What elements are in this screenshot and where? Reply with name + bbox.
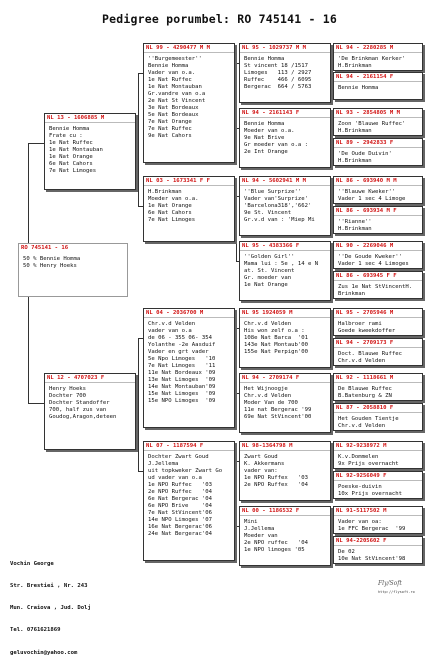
pigeon-notes [334, 481, 422, 498]
ring-number: NL 89 - 2942833 F [334, 139, 422, 148]
connector-line [28, 403, 44, 404]
connector-line [331, 118, 332, 148]
note-line: Gr moeder van o.a : [244, 142, 308, 148]
ring-number: NL 12 - 4707023 F [45, 374, 135, 383]
ring-number: NL 95 - 1029737 M M [240, 44, 330, 53]
note-line: 1e Nat Orange [244, 282, 288, 288]
pigeon-card-gg-grandparent [333, 373, 423, 401]
note-line: 9e Nat Cahors [148, 133, 192, 139]
note-line: Moeder van o.a. [244, 128, 295, 134]
note-line: 14e NPO Limoges '07 [148, 517, 212, 523]
note-line: Moder Van de 700 [244, 400, 298, 406]
owner-contact [10, 546, 91, 665]
ring-number: NL 07 - 1187594 F [144, 442, 234, 451]
connector-line [28, 295, 29, 403]
ring-number: NL 95 1924059 M [240, 309, 330, 318]
pigeon-card-grandparent [143, 308, 235, 428]
note-line: 7e Nat Ruffec [148, 126, 192, 132]
note-line: B.Batenburg & ZN [338, 393, 392, 399]
pigeon-notes [334, 118, 422, 135]
ring-number: NL 95 - 4383366 F [240, 242, 330, 251]
note-line: ''De Goude Kweker'' [338, 254, 402, 260]
pigeon-card-great-grandparent [239, 506, 331, 566]
pigeon-card-gg-grandparent [333, 138, 423, 166]
note-line: 11e Nat Bordeaux '09 [148, 370, 216, 376]
pigeon-card-great-grandparent [239, 43, 331, 103]
pigeon-card-dam [44, 373, 136, 450]
pigeon-notes [19, 253, 127, 270]
note-line: 24e Nat Bergerac'04 [148, 531, 212, 537]
owner-city: Mun. Craiova , Jud. Dolj [10, 605, 91, 612]
pigeon-card-gg-grandparent [333, 176, 423, 204]
pigeon-card-great-grandparent [239, 241, 331, 301]
note-line: 50 % Bennie Homma [23, 256, 81, 262]
note-line: H.Brinkman [148, 189, 182, 195]
pigeon-notes [334, 546, 422, 563]
note-line: Mini [244, 519, 258, 525]
note-line: Dochter Zwart Goud [148, 454, 209, 460]
pigeon-card-sire [44, 113, 136, 190]
note-line: His won zelf o.a : [244, 328, 305, 334]
note-line: 1e Nat Montauban [49, 147, 103, 153]
ring-number: NL 99 - 4290477 M M [144, 44, 234, 53]
pigeon-notes [334, 451, 422, 468]
ring-number: NL 00 - 1186532 F [240, 507, 330, 516]
pigeon-notes [334, 53, 422, 70]
note-line: ''Rianne'' [338, 219, 372, 225]
connector-line [236, 63, 237, 128]
pigeon-notes [240, 383, 330, 421]
page-title: Pedigree porumbel: RO 745141 - 16 [101, 12, 338, 26]
note-line: 7e Nat Orange [148, 119, 192, 125]
note-line: ud vader van o.a [148, 475, 202, 481]
pigeon-notes [334, 216, 422, 233]
note-line: Chr.v.d Velden [338, 358, 386, 364]
note-line: Vader van o.a. [148, 70, 196, 76]
connector-line [331, 383, 332, 413]
pigeon-notes [240, 516, 330, 554]
ring-number: NL 90 - 2269046 M [334, 242, 422, 251]
pigeon-notes [334, 318, 422, 335]
note-line: Bennie Homma [148, 63, 189, 69]
note-line: 69e Nat StVincent'00 [244, 414, 312, 420]
ring-number: NL 04 - 2036700 M [144, 309, 234, 318]
note-line: K. Akkermans [244, 461, 285, 467]
ring-number: NL 86 - 693940 M M [334, 177, 422, 186]
note-line: 1e Nat Orange [49, 154, 93, 160]
note-line: Bergerac 664 / 5763 [244, 84, 312, 90]
note-line: 1e Nat Ruffec [148, 77, 192, 83]
owner-name: Vochin George [10, 560, 54, 567]
note-line: 5e Nat Bordeaux [148, 112, 199, 118]
note-line: Het Gouden Tientje [338, 416, 399, 422]
note-line: Zwart Goud [244, 454, 278, 460]
note-line: Moeder van [244, 533, 278, 539]
note-line: 9e St. Vincent [244, 210, 292, 216]
pigeon-card-gg-grandparent [333, 72, 423, 100]
note-line: uit topkweker Zwart Go [148, 468, 223, 474]
note-line: Bennie Homma [244, 56, 285, 62]
connector-line [331, 451, 332, 481]
note-line: 'Barcelona318','662' [244, 203, 312, 209]
pigeon-card-gg-grandparent [333, 308, 423, 336]
connector-line [331, 516, 332, 546]
note-line: 16e Nat Bergerac'06 [148, 524, 212, 530]
pigeon-card-gg-grandparent [333, 206, 423, 234]
note-line: Vader 1 sec 4 Limoge [338, 196, 406, 202]
owner-email[interactable]: geluvochin@yahoo.com [10, 649, 78, 656]
ring-number: NL 03 - 1673341 F F [144, 177, 234, 186]
pigeon-notes [334, 413, 422, 430]
pigeon-card-grandparent [143, 43, 235, 163]
ring-number: NL 94-2205602 F [334, 537, 422, 546]
ring-number: NL 94 - 2161154 F [334, 73, 422, 82]
note-line: H.Brinkman [338, 226, 372, 232]
note-line: 1e NPO Ruffec '03 [148, 482, 212, 488]
note-line: 'De Oude Duivin' [338, 151, 392, 157]
pigeon-notes [334, 383, 422, 400]
note-line: 50 % Henry Hoeks [23, 263, 77, 269]
note-line: de 06 - 355 06- 354 [148, 335, 212, 341]
note-line: Bennie Homma [49, 126, 90, 132]
pigeon-notes [144, 53, 234, 140]
note-line: Gr. moeder van [244, 275, 292, 281]
pigeon-notes [334, 348, 422, 365]
note-line: 7e Nat Limoges '11 [148, 363, 216, 369]
note-line: 1e Nat Orange [148, 203, 192, 209]
ring-number: NL 98-1364798 M [240, 442, 330, 451]
note-line: 155e Nat Perpign'00 [244, 349, 308, 355]
pigeon-notes [334, 82, 422, 92]
note-line: Vader en grt vader [148, 349, 209, 355]
note-line: 6e Nat Bergerac '04 [148, 496, 212, 502]
note-line: 108e Nat Barca '01 [244, 335, 308, 341]
note-line: 'De Brinkman Kerker' [338, 56, 406, 62]
note-line: 2e Nat St Vincent [148, 98, 206, 104]
note-line: Limoges 113 / 2927 [244, 70, 312, 76]
note-line: H.Brinkman [338, 158, 372, 164]
note-line: 13e Nat Limoges '09 [148, 377, 216, 383]
ring-number: NL 86 - 693934 M F [334, 207, 422, 216]
note-line: 1e FFC Bergerac '99 [338, 526, 406, 532]
ring-number: NL 95 - 2705946 M [334, 309, 422, 318]
pigeon-card-gg-grandparent [333, 338, 423, 366]
note-line: J.Jellema [244, 526, 275, 532]
pigeon-card-gg-grandparent [333, 536, 423, 564]
note-line: Zoon 'Blauwe Ruffec' [338, 121, 406, 127]
note-line: 15e NPO Limoges '09 [148, 398, 216, 404]
ring-number: RO 745141 - 16 [21, 245, 69, 251]
ring-number: NL 93 - 2854805 M M [334, 109, 422, 118]
note-line: 9e Nat Brive [244, 135, 285, 141]
pigeon-notes [240, 451, 330, 489]
pigeon-card-great-grandparent [239, 108, 331, 168]
note-line: at. St. Vincent [244, 268, 295, 274]
note-line: ''Blauwe Kweker'' [338, 189, 396, 195]
note-line: Vader van oa: [338, 519, 382, 525]
note-line: H.Brinkman [338, 128, 372, 134]
note-line: St vincent 18 /1517 [244, 63, 308, 69]
flysoft-url[interactable]: http://flysoft.ro [378, 590, 415, 594]
note-line: 2e NPO Ruffec '04 [148, 489, 212, 495]
pigeon-card-gg-grandparent [333, 506, 423, 534]
note-line: Chr.v.d Velden [338, 423, 386, 429]
flysoft-logo: Fly/Soft [378, 580, 402, 587]
connector-line [331, 251, 332, 281]
pigeon-notes [45, 123, 135, 175]
note-line: Gr.vandre van o.a [148, 91, 206, 97]
pigeon-card-great-grandparent [239, 373, 331, 433]
pigeon-notes [240, 318, 330, 356]
note-line: De 02 [338, 549, 355, 555]
note-line: Henry Hoeks [49, 386, 87, 392]
note-line: 10e Nat StVincent'98 [338, 556, 406, 562]
note-line: 2e NPO ruffec '04 [244, 540, 308, 546]
note-line: 1e Nat Montauban [148, 84, 202, 90]
pigeon-card-great-grandparent [239, 176, 331, 236]
note-line: Het Wijnoogje [244, 386, 288, 392]
pigeon-notes [144, 451, 234, 538]
note-line: Halbroer rami [338, 321, 382, 327]
note-line: 6e Nat Cahors [49, 161, 93, 167]
note-line: 3e Nat Bordeaux [148, 105, 199, 111]
note-line: 7e Nat StVincent'06 [148, 510, 212, 516]
ring-number: NL 94 - 2280285 M [334, 44, 422, 53]
note-line: 1e NPO Ruffex '03 [244, 475, 308, 481]
connector-line [331, 53, 332, 82]
pigeon-card-gg-grandparent [333, 271, 423, 299]
pigeon-notes [334, 186, 422, 203]
note-line: 14e Nat Montauban'09 [148, 384, 216, 390]
note-line: Doct. Blauwe Ruffec [338, 351, 402, 357]
note-line: Vader 1 sec 4 Limoges [338, 261, 409, 267]
note-line: Dochter Standoffer [49, 400, 110, 406]
ring-number: NL 94 - 2709174 F [240, 374, 330, 383]
note-line: Chr.v.d Velden [148, 321, 196, 327]
pigeon-card-great-grandparent [239, 308, 331, 368]
note-line: 700, half zus van [49, 407, 107, 413]
note-line: Vader van'Surprize' [244, 196, 308, 202]
note-line: 2e Int Orange [244, 149, 288, 155]
note-line: vader van o.a [148, 328, 192, 334]
pigeon-card-gg-grandparent [333, 441, 423, 469]
note-line: 11e nat Bergerac '99 [244, 407, 312, 413]
note-line: 143e Nat Montaub'00 [244, 342, 308, 348]
pigeon-card-gg-grandparent [333, 43, 423, 71]
connector-line [138, 73, 139, 206]
owner-street: Str. Brestiei , Nr. 243 [10, 583, 88, 590]
pigeon-notes [240, 251, 330, 289]
pigeon-notes [334, 281, 422, 298]
connector-line [28, 143, 44, 144]
pigeon-notes [240, 186, 330, 224]
pigeon-notes [240, 118, 330, 156]
note-line: Frate cu : [49, 133, 83, 139]
connector-line [138, 338, 139, 471]
note-line: Yolanthe -2e Aasduif [148, 342, 216, 348]
note-line: 9x Prijs overnacht [338, 461, 399, 467]
ring-number: NL 94 - 2161143 F [240, 109, 330, 118]
note-line: J.Jellema [148, 461, 179, 467]
pigeon-notes [334, 516, 422, 533]
pigeon-card-subject [18, 243, 128, 297]
note-line: Goede kweekdoffer [338, 328, 396, 334]
note-line: K.v.Dommelen [338, 454, 379, 460]
note-line: Ruffec 466 / 6095 [244, 77, 312, 83]
pigeon-card-gg-grandparent [333, 241, 423, 269]
pigeon-notes [45, 383, 135, 421]
ring-number: NL 92-9238972 M [334, 442, 422, 451]
note-line: De Blauwe Ruffec [338, 386, 392, 392]
note-line: Chr.v.d Velden [244, 393, 292, 399]
note-line: 1e NPO limoges '05 [244, 547, 305, 553]
note-line: Chr.v.d Velden [244, 321, 292, 327]
pigeon-card-gg-grandparent [333, 471, 423, 499]
ring-number: NL 91-5117502 M [334, 507, 422, 516]
pigeon-card-gg-grandparent [333, 403, 423, 431]
connector-line [331, 186, 332, 216]
note-line: H.Brinkman [338, 63, 372, 69]
note-line: 5e Npo Limoges '10 [148, 356, 216, 362]
ring-number: NL 92 - 1118661 M [334, 374, 422, 383]
ring-number: NL 94 - 2709173 F [334, 339, 422, 348]
note-line: Bennie Homma [338, 85, 379, 91]
note-line: ''Blue Surprize'' [244, 189, 302, 195]
note-line: Gr.v.d van : 'Miep Mi [244, 217, 315, 223]
note-line: 7e Nat Limoges [49, 168, 97, 174]
ring-number: NL 92-9256049 F [334, 472, 422, 481]
note-line: 6e Nat Cahors [148, 210, 192, 216]
note-line: 15e Nat Limoges '09 [148, 391, 216, 397]
note-line: Poeske-duivin [338, 484, 382, 490]
connector-line [28, 143, 29, 243]
note-line: Bennie Homma [244, 121, 285, 127]
note-line: Zus 1e Nat StVincentH. [338, 284, 413, 290]
pigeon-notes [334, 251, 422, 268]
pigeon-card-grandparent [143, 176, 235, 242]
connector-line [236, 461, 237, 526]
note-line: 6e NPO Brive '04 [148, 503, 212, 509]
connector-line [236, 196, 237, 261]
pigeon-card-great-grandparent [239, 441, 331, 501]
ring-number: NL 94 - 5602941 M M [240, 177, 330, 186]
note-line: vader van: [244, 468, 278, 474]
pigeon-notes [334, 148, 422, 165]
pigeon-notes [240, 53, 330, 91]
pigeon-card-gg-grandparent [333, 108, 423, 136]
owner-phone: Tel. 0761621869 [10, 627, 61, 634]
note-line: 1e Nat Ruffec [49, 140, 93, 146]
note-line: ''Burgemeester'' [148, 56, 202, 62]
pigeon-card-grandparent [143, 441, 235, 561]
pigeon-notes [144, 318, 234, 405]
note-line: 2e NPO Ruffex '04 [244, 482, 308, 488]
ring-number: NL 87 - 2058810 F [334, 404, 422, 413]
note-line: Dochter 700 [49, 393, 87, 399]
ring-number: NL 13 - 1606885 M [45, 114, 135, 123]
note-line: 7e Nat Limoges [148, 217, 196, 223]
note-line: Brinkman [338, 291, 365, 297]
note-line: ''Golden Girl'' [244, 254, 295, 260]
pigeon-notes [144, 186, 234, 224]
ring-number: NL 86 - 693945 F F [334, 272, 422, 281]
note-line: 10x Prijs overnacht [338, 491, 402, 497]
note-line: Mama lui : 5e , 14 e N [244, 261, 319, 267]
connector-line [331, 318, 332, 348]
connector-line [236, 328, 237, 393]
note-line: Goudog,Aragon,deteen [49, 414, 117, 420]
note-line: Moeder van o.a. [148, 196, 199, 202]
